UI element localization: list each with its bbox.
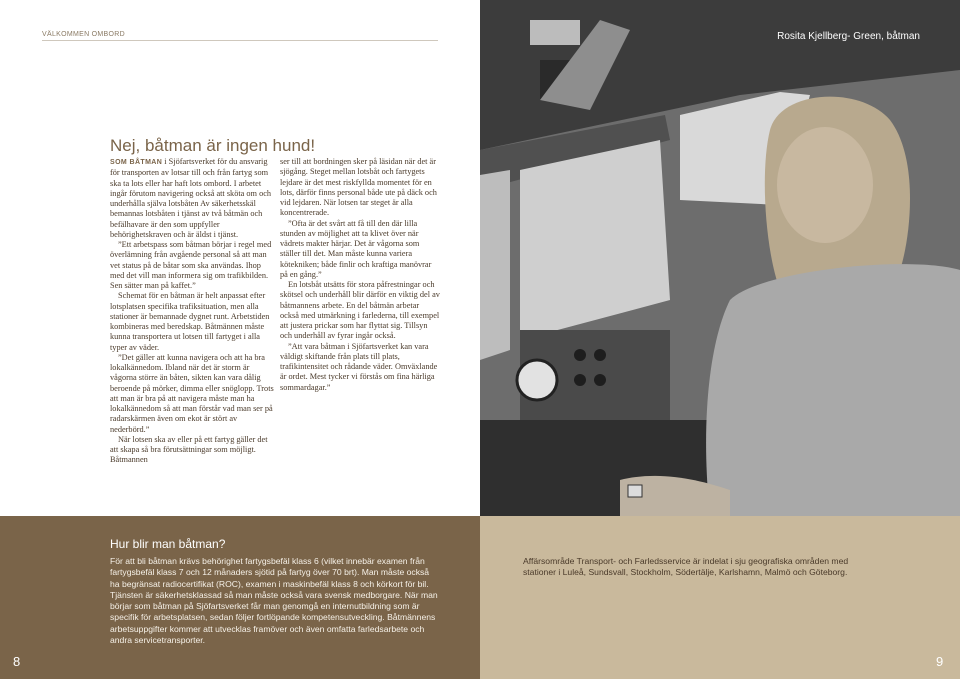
paragraph: ser till att bordningen sker på läsidan när det är sjögång. Steget mellan lotsbåt och fartygets lejdare är det mest riskfyllda momentet för en lots, därför finns personal både ute på däck och vid lejdaren. När lotsen tar steget är alla koncentrerade. (280, 157, 437, 218)
info-box-title: Hur blir man båtman? (110, 537, 226, 551)
page-number-left: 8 (13, 654, 21, 669)
paragraph: ”Ofta är det svårt att få till den där lilla stunden av möjlighet att ta klivet över när vädrets makter härjar. Det är vågorna som ställer till det. Man måste kunna variera kötekniken; både finlir och kraftiga manövrar på en gång.” (280, 218, 432, 279)
portrait-photo (480, 0, 960, 516)
article-column-2 (280, 157, 440, 393)
paragraph (110, 157, 274, 240)
bridge-scene (480, 0, 960, 516)
article-headline: Nej, båtman är ingen hund! (110, 136, 316, 155)
paragraph: ”Att vara båtman i Sjöfartsverket kan vara väldigt skiftande från plats till plats, trafikintensitet och rådande väder. Omväxlande är ordet. Mest tycker vi förstås om fina härliga sommardagar.” (280, 341, 438, 392)
paragraph: När lotsen ska av eller på ett fartyg gäller det att skapa så bra förutsättningar som möjligt. Båtmannen (110, 434, 268, 465)
page-number-right: 9 (936, 654, 944, 669)
photo-caption: Rosita Kjellberg- Green, båtman (777, 31, 920, 42)
section-label: VÄLKOMMEN OMBORD (42, 31, 125, 38)
paragraph: ”Det gäller att kunna navigera och att ha bra lokalkännedom. Ibland när det är storm är vågorna större än båten, sikten kan vara dålig beroende på mörker, dimma eller snöglopp. Trots att man är bra på att navigera måste man ha lokalkännedom så att man förstår vad man ser på radarskärmen även om ekot är stört av nederbörd.” (110, 352, 274, 434)
info-box-right (480, 516, 960, 679)
header-divider (42, 40, 438, 41)
gauge-icon (517, 360, 557, 400)
article-column-1 (110, 157, 274, 466)
paragraph: ”Ett arbetspass som båtman börjar i regel med överlämning från avgående personal så att man vet status på de båtar som ska användas. Ihop med det vill man informera sig om trafikbilden. Sen sätter man på kaffet.” (110, 240, 272, 290)
paragraph: En lotsbåt utsätts för stora påfrestningar och skötsel och underhåll blir därför en viktig del av båtmannens arbete. En del båtmän arbetar också med utmärkning i farlederna, till exempel att justera prickar som har flyttat sig. Tillsyn och underhåll av fyrar ingår också. (280, 280, 440, 341)
paragraph: Schemat för en båtman är helt anpassat efter lotsplatsen specifika trafiksituation, men alla stationer är bemannade dygnet runt. Arbetstiden kombineras med beredskap. Båtmännen måste kunna transportera ut lotsen till fartyget i alla typer av väder. (110, 291, 270, 352)
lead-word: SOM BÅTMAN (110, 159, 163, 166)
info-box-body: För att bli båtman krävs behörighet fartygsbefäl klass 6 (vilket innebär examen från fartygsbefäl klass 7 och 12 månaders sjötid på fartyg över 70 brt). Man måste också ha begränsat radiocertifikat (ROC), examen i maskinbefäl klass 8 och körkort för bil. Tjänsten är säkerhetsklassad så man måste också vara svensk medborgare. När man börjar som båtman på Sjöfartsverket får man genomgå en internutbildning som är specifik för arbetsplatsen, sedan följer fortlöpande kompetensutveckling. Båtmännens arbetsuppgifter kommer att utvecklas framöver och även omfatta farledsarbete och andra servicetransporter. (110, 556, 438, 646)
regions-text: Affärsområde Transport- och Farledsservice är indelat i sju geografiska områden med stationer i Luleå, Sundsvall, Stockholm, Södertälje, Karlshamn, Malmö och Göteborg. (523, 556, 849, 578)
paragraph-text: i Sjöfartsverket för du ansvarig för transporten av lotsar till och från fartyg som ska ta lots eller har haft lots ombord. I arbetet ingår förutom navigering också att sköta om och underhålla själva lotsbåten Av säkerhetsskäl bemannas lotsbåten i tjänst av två båtmän och befälhavare är den som uppfyller behörighetskraven och är äldst i tjänst. (110, 157, 272, 239)
